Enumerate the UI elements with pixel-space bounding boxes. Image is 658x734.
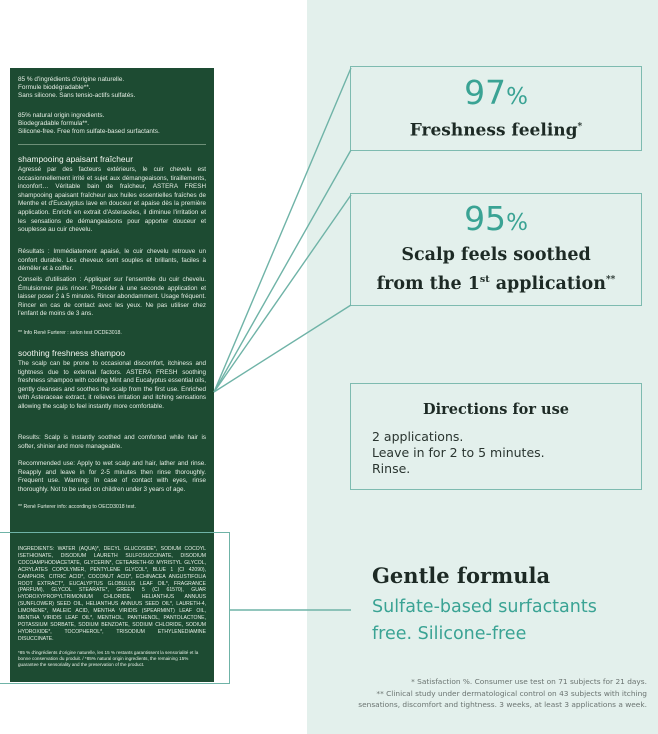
stat-box-freshness bbox=[350, 66, 642, 151]
stat-box-soothed bbox=[350, 193, 642, 306]
footnote: ** Clinical study under dermatological control on 43 subjects with itching bbox=[376, 688, 647, 698]
gentle-formula-text bbox=[372, 594, 658, 648]
stat-label-line2 bbox=[351, 268, 641, 296]
gentle-formula-line: Sulfate-based surfactants bbox=[372, 597, 597, 617]
label-title-fr: shampooing apaisant fraîcheur bbox=[18, 154, 133, 164]
label-claims-en bbox=[18, 112, 206, 137]
label-usage-en: Recommended use: Apply to wet scalp and hair, lather and rinse. Reapply and leave in for 2-5 minutes then rinse thoroughly. Frequent use. Warning: In case of contact with eyes, rinse thoroughly. Not to be used on children under 3 years of age. bbox=[18, 460, 206, 493]
claim-origin-fr: 85 % d'ingrédients d'origine naturelle. bbox=[18, 76, 125, 83]
directions-title: Directions for use bbox=[423, 401, 569, 418]
stat-footnote-mark: ** bbox=[605, 275, 616, 285]
gentle-formula-title: Gentle formula bbox=[372, 563, 551, 588]
gentle-formula-line: free. Silicone-free bbox=[372, 624, 527, 644]
directions-line: Leave in for 2 to 5 minutes. bbox=[372, 445, 545, 460]
stat-label-freshness bbox=[351, 116, 641, 142]
info-panel bbox=[307, 0, 658, 734]
stat-label-part: application bbox=[489, 273, 606, 294]
directions-list bbox=[372, 429, 641, 477]
claim-biodeg-fr: Formule biodégradable**. bbox=[18, 84, 91, 92]
label-usage-fr: Conseils d'utilisation : Appliquer sur l'ensemble du cuir chevelu. Émulsionner puis rincer. Procéder à une seconde application et laisser poser 2 à 5 minutes. Rincer abondamment. Usage fréquent. Rincer en cas de contact avec les yeux. Ne pas utiliser chez l'enfant de moins de 3 ans. bbox=[18, 276, 206, 318]
stat-footnote-mark: * bbox=[577, 122, 583, 132]
stat-value-freshness bbox=[351, 74, 641, 116]
label-divider bbox=[18, 144, 206, 145]
label-body-en: The scalp can be prone to occasional discomfort, itchiness and tightness due to external factors. ASTERA FRESH soothing freshness shampoo with cooling Mint and Eucalyptus essential oils, gently cleanses and soothes the scalp from the first use. Enriched with Asteraceae extract, it relieves irritation and itching sensations allowing the scalp to feel instantly more comfortable. bbox=[18, 360, 206, 410]
footnote: sensations, discomfort and tightness. 3 weeks, at least 3 applications a week. bbox=[358, 700, 647, 709]
claim-origin-en: 85% natural origin ingredients. bbox=[18, 112, 105, 119]
claim-sulfate-fr: Sans silicone. Sans tensio-actifs sulfatés. bbox=[18, 92, 136, 100]
directions-line: Rinse. bbox=[372, 461, 411, 476]
ingredients-bracket bbox=[0, 532, 230, 684]
claim-sulfate-en: Silicone-free. Free from sulfate-based surfactants. bbox=[18, 128, 160, 136]
stat-label-part: from the 1 bbox=[376, 273, 480, 294]
directions-line: 2 applications. bbox=[372, 429, 464, 444]
stat-number: 97 bbox=[464, 73, 507, 112]
label-body-fr: Agressé par des facteurs extérieurs, le cuir chevelu est occasionnellement irrité et sujet aux démangeaisons, tiraillements, inconfort… Véritable bain de fraîcheur, ASTERA FRESH shampooing apaisant fraîcheur aux huiles essentielles fraîches de Menthe et d'Eucalyptus lave en douceur et apaise dès la première application. Enrichi en extrait d'Asteracées, il diminue l'irritation et les sensations de démangeaisons pour apporter douceur et souplesse au cuir chevelu. bbox=[18, 166, 206, 234]
stat-label-line1: Scalp feels soothed bbox=[401, 245, 591, 265]
stat-label-text: Freshness feeling bbox=[409, 120, 578, 141]
label-ingredients: INGREDIENTS: WATER (AQUA)*, DECYL GLUCOSIDE*, SODIUM COCOYL ISETHIONATE, DISODIUM LAURETH SULFOSUCCINATE, DISODIUM COCOAMPHODIACETATE, GLYCERIN*, CETEARETH-60 MYRISTYL GLYCOL, ACRYLATES COPOLYMER, PENTYLENE GLYCOL*, BLUE 1 (CI 42090), CAMPHOR, CITRIC ACID*, COCONUT ACID*, ECHINACEA ANGUSTIFOLIA ROOT EXTRACT*, EUCALYPTUS GLOBULUS LEAF OIL*, FRAGRANCE (PARFUM), GLYCOL STEARATE*, GREEN 5 (CI 61570), GUAR HYDROXYPROPYLTRIMONIUM CHLORIDE, HELIANTHUS ANNUUS (SUNFLOWER) SEED OIL, HELIANTHUS ANNUUS SEED OIL*, LAURETH-4, LIMONENE*, MALEIC ACID, MENTHA VIRIDIS (SPEARMINT) LEAF OIL, MENTHA VIRIDIS LEAF OIL*, MENTHOL, PANTHENOL, PANTOLACTONE, POTASSIUM SORBATE, SODIUM BENZOATE, SODIUM CHLORIDE, SODIUM HYDROXIDE*, TOCOPHEROL*, TRISODIUM ETHYLENEDIAMINE DISUCCINATE. bbox=[18, 546, 206, 642]
stat-label-superscript: st bbox=[479, 274, 490, 285]
claim-biodeg-en: Biodegradable formula**. bbox=[18, 120, 90, 128]
stat-number: 95 bbox=[464, 199, 507, 238]
stat-unit: % bbox=[506, 84, 528, 110]
label-results-en: Results: Scalp is instantly soothed and comforted while hair is softer, shinier and more manageable. bbox=[18, 434, 206, 450]
footnote: * Satisfaction %. Consumer use test on 71 subjects for 21 days. bbox=[411, 677, 647, 686]
directions-box bbox=[350, 383, 642, 490]
label-title-en: soothing freshness shampoo bbox=[18, 348, 126, 358]
label-results-fr: Résultats : Immédiatement apaisé, le cuir chevelu retrouve un confort durable. Les cheveux sont souples et brillants, faciles à démêler et à coiffer. bbox=[18, 248, 206, 273]
label-claims-fr bbox=[18, 76, 206, 101]
footnotes bbox=[307, 676, 647, 711]
label-note-en: ** René Furterer info: according to OECD3018 test. bbox=[18, 504, 136, 510]
label-ingredients-note: *85 % d'ingrédients d'origine naturelle, les 15 % restants garantissent la sensorialité et la bonne conservation du produit. / *85% natural origin ingredients, the remaining 15% guarantee the sensoriality and the preservation of the product. bbox=[18, 650, 199, 667]
stat-value-soothed bbox=[351, 200, 641, 242]
label-note-fr: ** Info René Furterer : selon test OCDE3018. bbox=[18, 330, 122, 336]
stat-unit: % bbox=[506, 210, 528, 236]
